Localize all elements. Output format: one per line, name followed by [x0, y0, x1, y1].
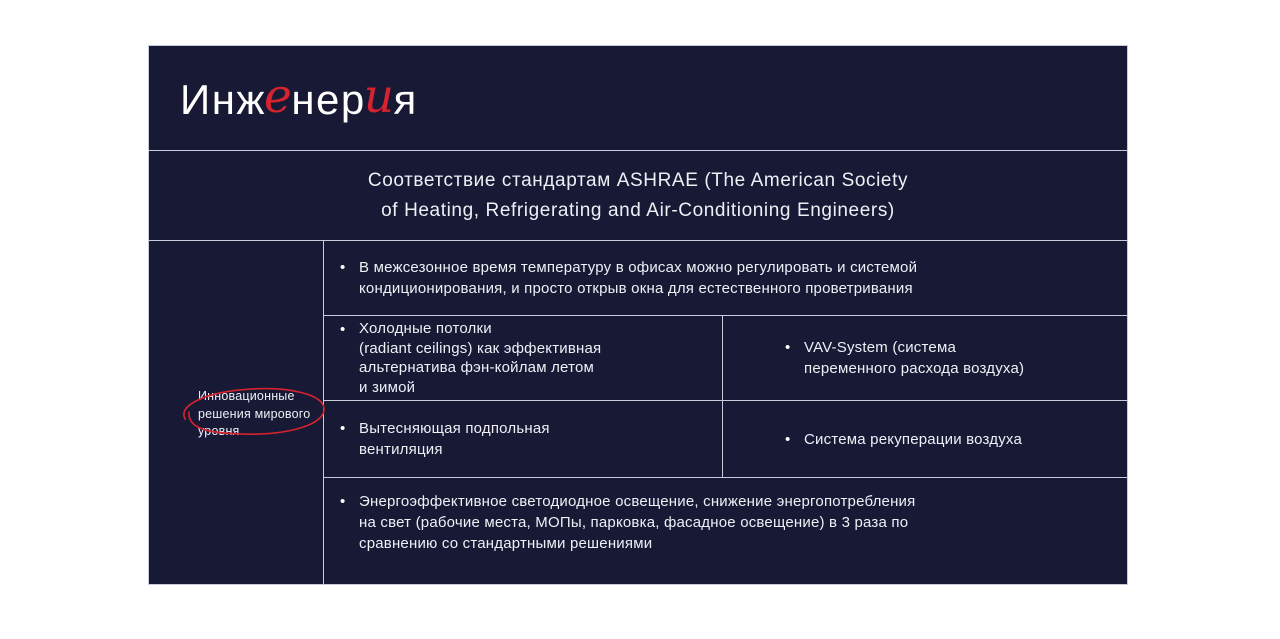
sidebar-label-line: решения мирового — [198, 406, 311, 421]
cell-text-line: кондиционирования, и просто открыв окна для естественного проветривания — [359, 280, 913, 297]
cell-text-line: Холодные потолки — [359, 320, 492, 337]
cell-text-line: Энергоэффективное светодиодное освещение, снижение энергопотребления — [359, 493, 916, 510]
sidebar-label-line: Инновационные — [198, 389, 295, 403]
bullet-icon: • — [340, 420, 346, 437]
cell-led-lighting — [324, 478, 1127, 584]
logo-segment: я — [393, 75, 418, 123]
logo-segment: Инж — [180, 75, 266, 123]
red-ellipse-annotation — [174, 379, 330, 442]
logo-segment: нер — [291, 75, 366, 123]
bullet-icon: • — [340, 259, 346, 276]
cell-text-line: Вытесняющая подпольная — [359, 420, 550, 437]
cell-radiant-ceilings — [324, 316, 723, 400]
content-table — [149, 241, 1127, 584]
cell-text-line: Система рекуперации воздуха — [804, 430, 1023, 448]
cell-text-line: вентиляция — [359, 441, 443, 458]
cell-text-line: альтернатива фэн-койлам летом — [359, 359, 595, 376]
logo-segment-accent: и — [363, 68, 396, 124]
sidebar-label-line: уровня — [198, 424, 240, 438]
cell-air-recuperation — [723, 401, 1127, 477]
logo-segment-accent: е — [263, 68, 294, 124]
bullet-icon: • — [785, 430, 791, 448]
cell-text-line: сравнению со стандартными решениями — [359, 535, 653, 552]
cell-text-line: В межсезонное время температуру в офисах можно регулировать и системой — [359, 259, 918, 276]
bullet-icon: • — [340, 321, 346, 338]
table-row — [324, 478, 1127, 584]
cell-text-line: на свет (рабочие места, МОПы, парковка, фасадное освещение) в 3 раза по — [359, 514, 909, 531]
cell-displacement-ventilation — [324, 401, 723, 477]
heading-line: Соответствие стандартам ASHRAE (The American Society — [367, 169, 909, 191]
heading-line: of Heating, Refrigerating and Air-Conditioning Engineers) — [381, 199, 895, 221]
table-row — [324, 241, 1127, 316]
cell-vav-system — [723, 316, 1127, 400]
logo-band — [149, 46, 1127, 151]
cell-text-line: и зимой — [359, 378, 416, 396]
table-grid — [324, 241, 1127, 584]
table-row — [324, 316, 1127, 401]
table-row — [324, 401, 1127, 478]
presentation-slide — [148, 45, 1128, 585]
cell-text-line: VAV-System (система — [804, 339, 957, 356]
cell-seasonal-ventilation — [324, 241, 1127, 315]
cell-text-line: (radiant ceilings) как эффективная — [359, 339, 602, 357]
table-sidebar — [149, 241, 324, 584]
bullet-icon: • — [785, 339, 791, 356]
cell-text-line: переменного расхода воздуха) — [804, 360, 1025, 377]
logo-title — [180, 68, 418, 126]
bullet-icon: • — [340, 493, 346, 510]
slide-heading — [149, 151, 1127, 241]
